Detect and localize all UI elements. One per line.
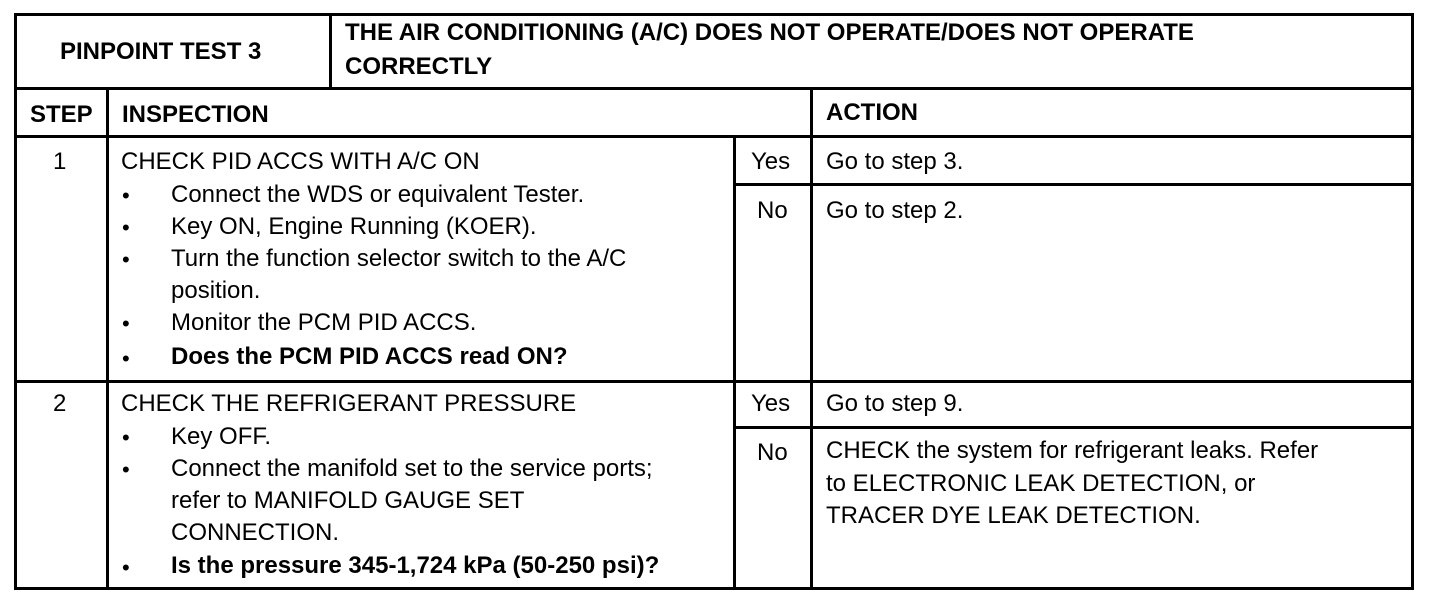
bullet-icon: • bbox=[122, 425, 130, 450]
bullet-icon: • bbox=[122, 457, 130, 482]
inspection-bullet: Key ON, Engine Running (KOER). bbox=[171, 213, 537, 240]
step-number: 2 bbox=[53, 390, 67, 417]
no-label: No bbox=[757, 197, 788, 224]
bullet-icon: • bbox=[122, 183, 130, 208]
action-no-line: CHECK the system for refrigerant leaks. Refer bbox=[826, 437, 1319, 464]
bullet-icon: • bbox=[122, 555, 130, 580]
test-title-line1: THE AIR CONDITIONING (A/C) DOES NOT OPERATE/DOES NOT OPERATE bbox=[345, 19, 1194, 46]
action-yes: Go to step 3. bbox=[826, 148, 964, 175]
inspection-bullet: Connect the manifold set to the service ports; bbox=[171, 455, 653, 482]
bullet-icon: • bbox=[122, 311, 130, 336]
step-title: CHECK THE REFRIGERANT PRESSURE bbox=[121, 390, 577, 417]
bullet-icon: • bbox=[122, 346, 130, 371]
inspection-bullet-continued: CONNECTION. bbox=[171, 519, 339, 546]
action-no: Go to step 2. bbox=[826, 197, 964, 224]
inspection-bullet: Monitor the PCM PID ACCS. bbox=[171, 309, 477, 336]
inspection-bullet-continued: position. bbox=[171, 277, 261, 304]
inspection-bullet: Turn the function selector switch to the A/C bbox=[171, 245, 627, 272]
column-header-action: ACTION bbox=[826, 99, 918, 126]
step-title: CHECK PID ACCS WITH A/C ON bbox=[121, 148, 480, 175]
inspection-bullet: Connect the WDS or equivalent Tester. bbox=[171, 181, 585, 208]
inspection-question: Does the PCM PID ACCS read ON? bbox=[171, 343, 568, 370]
inspection-question: Is the pressure 345-1,724 kPa (50-250 psi)? bbox=[171, 552, 660, 579]
test-title-line2: CORRECTLY bbox=[345, 53, 493, 80]
bullet-icon: • bbox=[122, 215, 130, 240]
action-yes: Go to step 9. bbox=[826, 390, 964, 417]
column-header-step: STEP bbox=[30, 101, 93, 128]
column-header-inspection: INSPECTION bbox=[122, 101, 269, 128]
bullet-icon: • bbox=[122, 247, 130, 272]
yes-label: Yes bbox=[751, 148, 791, 175]
pinpoint-test-label: PINPOINT TEST 3 bbox=[60, 38, 262, 65]
action-no-line: to ELECTRONIC LEAK DETECTION, or bbox=[826, 470, 1256, 497]
inspection-bullet: Key OFF. bbox=[171, 423, 272, 450]
yes-label: Yes bbox=[751, 390, 791, 417]
no-label: No bbox=[757, 439, 788, 466]
step-number: 1 bbox=[53, 148, 67, 175]
inspection-bullet-continued: refer to MANIFOLD GAUGE SET bbox=[171, 487, 525, 514]
action-no-line: TRACER DYE LEAK DETECTION. bbox=[826, 502, 1201, 529]
